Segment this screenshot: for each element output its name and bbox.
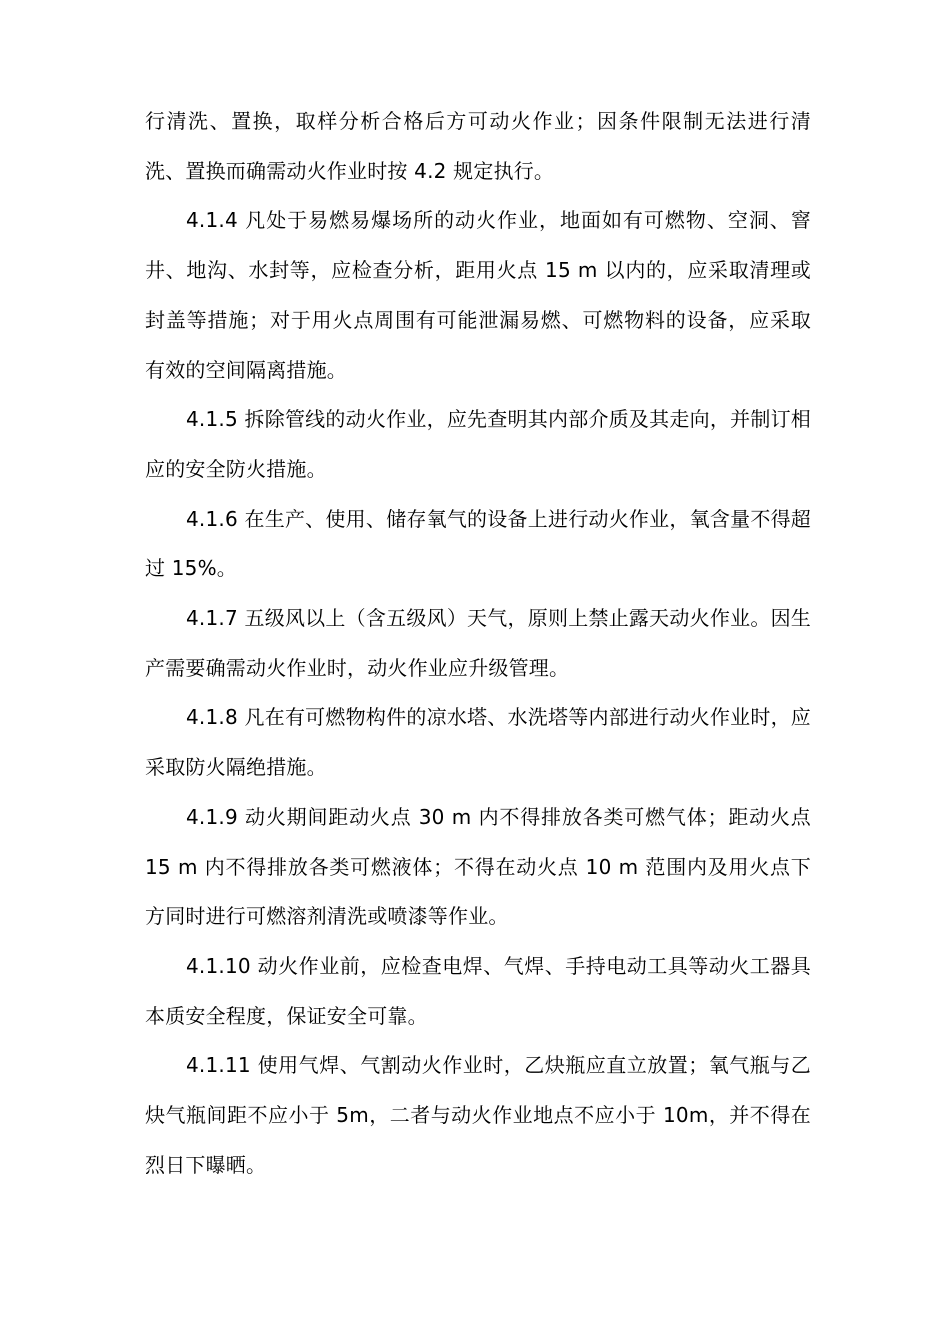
clause-4-1-11: 4.1.11 使用气焊、气割动火作业时，乙炔瓶应直立放置；氧气瓶与乙炔气瓶间距不应小于 5m，二者与动火作业地点不应小于 10m，并不得在烈日下曝晒。 bbox=[145, 1053, 811, 1177]
clause-4-1-8: 4.1.8 凡在有可燃物构件的凉水塔、水洗塔等内部进行动火作业时，应采取防火隔绝措施。 bbox=[145, 705, 811, 780]
clause-4-1-7: 4.1.7 五级风以上（含五级风）天气，原则上禁止露天动火作业。因生产需要确需动火作业时，动火作业应升级管理。 bbox=[145, 606, 811, 680]
clause-4-1-4: 4.1.4 凡处于易燃易爆场所的动火作业，地面如有可燃物、空洞、窨井、地沟、水封等，应检查分析，距用火点 15 m 以内的，应采取清理或封盖等措施；对于用火点周围有可能泄漏易燃、可燃物料的设备，应采取有效的空间隔离措施。 bbox=[145, 208, 811, 382]
document-body bbox=[145, 97, 811, 1190]
clause-4-1-9: 4.1.9 动火期间距动火点 30 m 内不得排放各类可燃气体；距动火点 15 m 内不得排放各类可燃液体；不得在动火点 10 m 范围内及用火点下方同时进行可燃溶剂清洗或喷漆等作业。 bbox=[145, 804, 811, 929]
clause-4-1-5: 4.1.5 拆除管线的动火作业，应先查明其内部介质及其走向，并制订相应的安全防火措施。 bbox=[145, 407, 811, 481]
clause-4-1-6: 4.1.6 在生产、使用、储存氧气的设备上进行动火作业，氧含量不得超过 15%。 bbox=[145, 506, 811, 581]
paragraph-continued: 行清洗、置换，取样分析合格后方可动火作业；因条件限制无法进行清洗、置换而确需动火作业时按 4.2 规定执行。 bbox=[145, 109, 811, 183]
clause-4-1-10: 4.1.10 动火作业前，应检查电焊、气焊、手持电动工具等动火工器具本质安全程度，保证安全可靠。 bbox=[145, 953, 811, 1028]
